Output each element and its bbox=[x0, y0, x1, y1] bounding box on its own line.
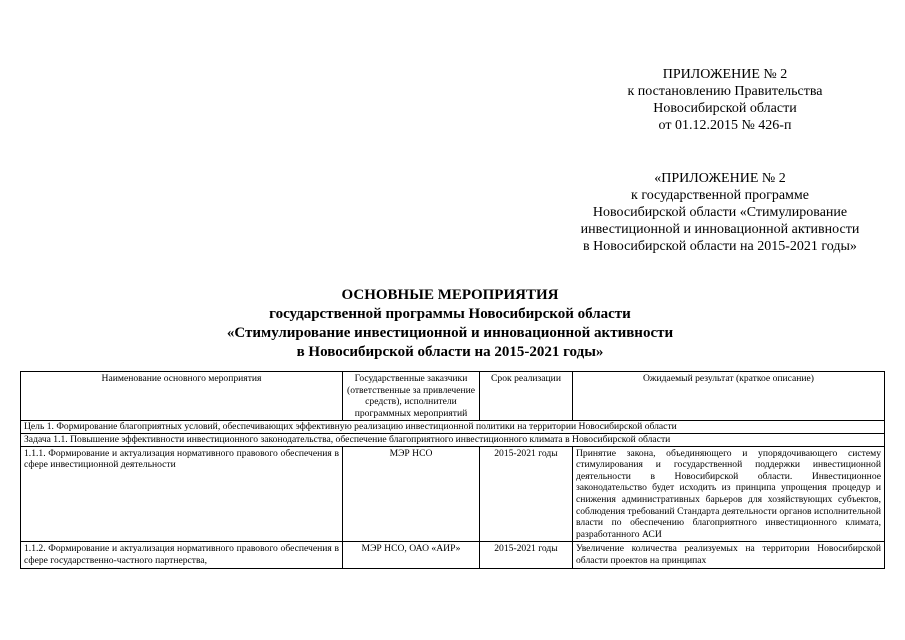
title-line: в Новосибирской области на 2015-2021 годы» bbox=[296, 344, 604, 360]
program-appendix-line: к государственной программе bbox=[631, 188, 809, 203]
appendix-line: Новосибирской области bbox=[653, 101, 797, 116]
task-text: Задача 1.1. Повышение эффективности инвестиционного законодательства, обеспечение благоприятного инвестиционного климата в Новосибирской области bbox=[21, 433, 885, 446]
appendix-title: ПРИЛОЖЕНИЕ № 2 bbox=[662, 67, 788, 82]
program-appendix-line: в Новосибирской области на 2015-2021 годы» bbox=[583, 239, 857, 254]
goal-text: Цель 1. Формирование благоприятных условий, обеспечивающих эффективную реализацию инвестиционной политики на территории Новосибирской области bbox=[21, 421, 885, 434]
title-line: государственной программы Новосибирской области bbox=[269, 306, 631, 322]
program-appendix-header bbox=[560, 170, 880, 255]
measure-executor: МЭР НСО bbox=[343, 446, 480, 542]
table-row bbox=[21, 542, 885, 568]
document-title bbox=[120, 286, 780, 362]
table-row bbox=[21, 446, 885, 542]
measure-result: Увеличение количества реализуемых на территории Новосибирской области проектов на принципах bbox=[573, 542, 885, 568]
program-appendix-line: Новосибирской области «Стимулирование bbox=[592, 205, 848, 220]
measure-term: 2015-2021 годы bbox=[480, 542, 573, 568]
task-row bbox=[21, 433, 885, 446]
title-line: ОСНОВНЫЕ МЕРОПРИЯТИЯ bbox=[341, 287, 559, 303]
column-header-result: Ожидаемый результат (краткое описание) bbox=[573, 372, 885, 421]
program-appendix-title: «ПРИЛОЖЕНИЕ № 2 bbox=[654, 171, 786, 186]
goal-row bbox=[21, 421, 885, 434]
measure-result: Принятие закона, объединяющего и упорядочивающего систему стимулирования и государственной поддержки инвестиционной деятельности в Новосибирской области. Инвестиционное законодательство будет исходить из принципа упрощения процедур и снижения административных барьеров для хозяйствующих субъектов, соблюдения требований Стандарта деятельности органов исполнительной власти по обеспечению благоприятного инвестиционного климата, разработанного АСИ bbox=[573, 446, 885, 542]
measure-name: 1.1.1. Формирование и актуализация нормативного правового обеспечения в сфере инвестиционной деятельности bbox=[21, 446, 343, 542]
measure-executor: МЭР НСО, ОАО «АИР» bbox=[343, 542, 480, 568]
column-header-name: Наименование основного мероприятия bbox=[21, 372, 343, 421]
appendix-header bbox=[600, 66, 850, 134]
program-appendix-line: инвестиционной и инновационной активности bbox=[580, 222, 860, 237]
column-header-term: Срок реализации bbox=[480, 372, 573, 421]
table-header-row bbox=[21, 372, 885, 421]
appendix-line: к постановлению Правительства bbox=[627, 84, 823, 99]
measures-table bbox=[20, 371, 885, 569]
title-line: «Стимулирование инвестиционной и инновационной активности bbox=[226, 325, 674, 341]
appendix-decree-ref: от 01.12.2015 № 426-п bbox=[658, 118, 792, 133]
column-header-executor: Государственные заказчики (ответственные за привлечение средств), исполнители программных мероприятий bbox=[343, 372, 480, 421]
measure-term: 2015-2021 годы bbox=[480, 446, 573, 542]
measure-name: 1.1.2. Формирование и актуализация нормативного правового обеспечения в сфере государственно-частного партнерства, bbox=[21, 542, 343, 568]
